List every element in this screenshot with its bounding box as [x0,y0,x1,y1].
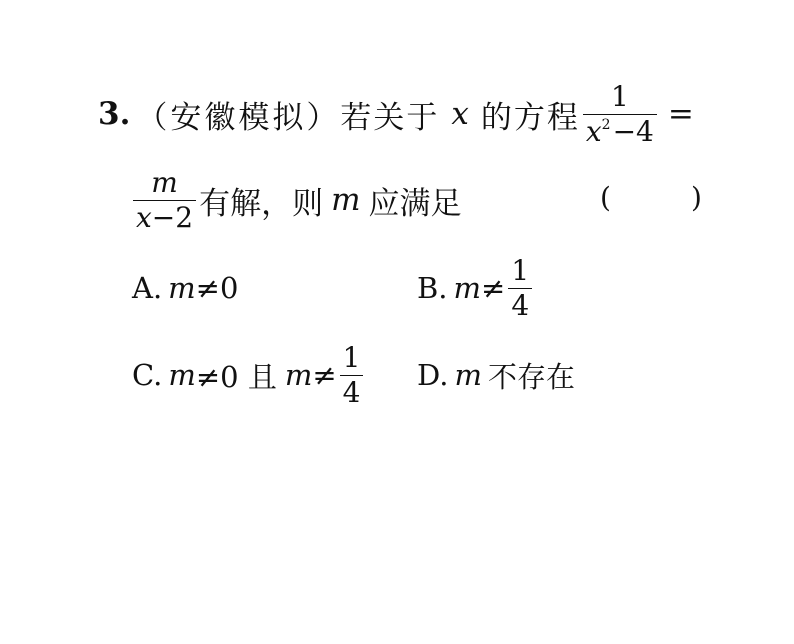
option-d-letter: D. [417,358,449,392]
question-number: 3. [98,96,131,132]
option-b-fraction [508,253,532,322]
option-b[interactable] [417,255,535,321]
option-a-expression: ≠0 [195,271,239,305]
option-c[interactable] [132,342,366,408]
option-d-text: 不存在 [487,359,575,394]
option-c-variable-2: m [284,358,313,392]
stem-text-a: 若关于 [340,99,440,136]
question-source: （安徽模拟） [136,99,341,136]
equals-sign: = [667,96,694,132]
fraction-numerator: 1 [511,253,530,287]
option-c-variable: m [168,358,196,392]
option-d-variable: m [454,358,482,392]
option-d[interactable] [417,355,575,395]
stem-text-d: 应满足 [368,185,462,222]
option-b-variable: m [453,271,482,305]
equation-left-fraction [583,79,657,148]
stem-text-b: 的方程 [480,99,580,136]
option-c-letter: C. [132,358,163,392]
fraction-denominator: 4 [508,288,532,320]
option-a[interactable] [132,268,238,308]
equation-right-fraction [133,165,196,234]
answer-paren-open: ( [600,181,611,214]
fraction-denominator: x−2 [133,200,196,232]
fraction-denominator: 4 [340,375,364,407]
option-a-letter: A. [132,271,163,305]
fraction-numerator: 1 [342,340,361,374]
option-c-fraction [340,340,364,409]
question-line-1 [98,79,694,148]
fraction-numerator: m [151,165,178,199]
fraction-numerator: 1 [610,79,629,113]
stem-text-c: 有解，则 [199,185,324,222]
answer-paren-close: ) [691,181,702,214]
variable-m: m [331,182,361,218]
variable-x: x [451,96,469,132]
option-b-letter: B. [417,271,448,305]
option-c-expression: ≠0 且 [195,359,277,394]
option-c-expression-2: ≠ [312,358,337,392]
option-a-variable: m [168,271,196,305]
fraction-denominator: $x^2-4$ [583,114,657,146]
option-b-expression: ≠ [481,271,506,305]
question-line-2 [130,165,462,234]
